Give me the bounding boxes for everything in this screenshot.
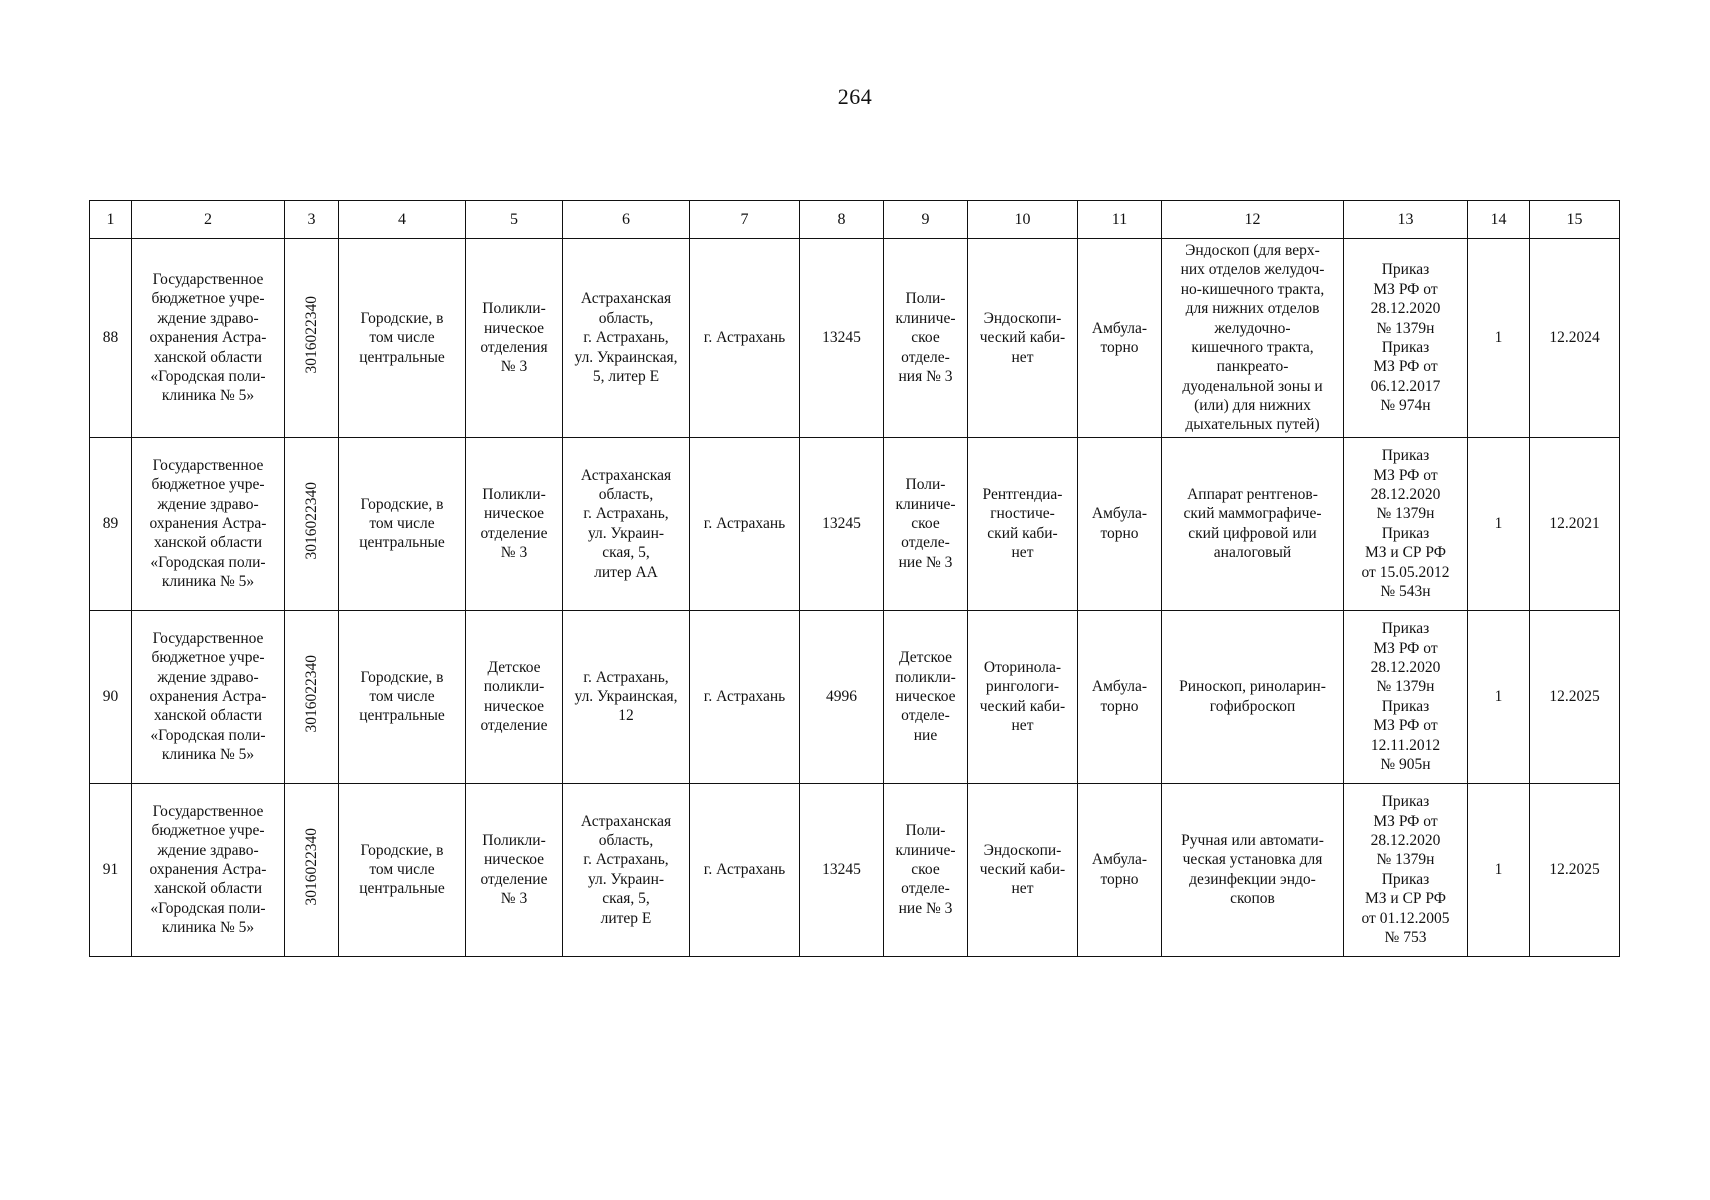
code: 4996 bbox=[800, 610, 884, 783]
row-number: 89 bbox=[90, 437, 132, 610]
column-header: 15 bbox=[1530, 201, 1620, 239]
quantity: 1 bbox=[1468, 239, 1530, 438]
equipment: Аппарат рентгенов- ский маммографиче- ский цифровой или аналоговый bbox=[1162, 437, 1344, 610]
inn-value: 3016022340 bbox=[302, 296, 320, 374]
equipment-registry-table bbox=[89, 200, 1620, 957]
quantity: 1 bbox=[1468, 783, 1530, 956]
order-reference: Приказ МЗ РФ от 28.12.2020 № 1379н Приказ МЗ и СР РФ от 01.12.2005 № 753 bbox=[1344, 783, 1468, 956]
table-row bbox=[90, 783, 1620, 956]
date: 12.2025 bbox=[1530, 610, 1620, 783]
department: Поли- клиниче- ское отделе- ние № 3 bbox=[884, 437, 968, 610]
column-number-row bbox=[90, 201, 1620, 239]
code: 13245 bbox=[800, 783, 884, 956]
row-number: 90 bbox=[90, 610, 132, 783]
table-row bbox=[90, 239, 1620, 438]
settlement-type: Городские, в том числе центральные bbox=[339, 239, 466, 438]
column-header: 11 bbox=[1078, 201, 1162, 239]
department: Поли- клиниче- ское отделе- ния № 3 bbox=[884, 239, 968, 438]
quantity: 1 bbox=[1468, 610, 1530, 783]
column-header: 5 bbox=[466, 201, 563, 239]
department: Детское поликли- ническое отделе- ние bbox=[884, 610, 968, 783]
equipment: Риноскоп, риноларин- гофиброскоп bbox=[1162, 610, 1344, 783]
row-number: 91 bbox=[90, 783, 132, 956]
care-mode: Амбула- торно bbox=[1078, 437, 1162, 610]
address: Астраханская область, г. Астрахань, ул. Украин- ская, 5, литер АА bbox=[563, 437, 690, 610]
code: 13245 bbox=[800, 437, 884, 610]
subdivision: Детское поликли- ническое отделение bbox=[466, 610, 563, 783]
inn-value: 3016022340 bbox=[302, 828, 320, 906]
inn-cell bbox=[285, 610, 339, 783]
organization-name: Государственное бюджетное учре- ждение здраво- охранения Астра- ханской области «Городская поли- клиника № 5» bbox=[132, 610, 285, 783]
date: 12.2024 bbox=[1530, 239, 1620, 438]
column-header: 14 bbox=[1468, 201, 1530, 239]
equipment: Эндоскоп (для верх- них отделов желудоч- но-кишечного тракта, для нижних отделов желудочно- кишечного тракта, панкреато- дуоденальной зоны и (или) для нижних дыхательных путей) bbox=[1162, 239, 1344, 438]
order-reference: Приказ МЗ РФ от 28.12.2020 № 1379н Приказ МЗ РФ от 06.12.2017 № 974н bbox=[1344, 239, 1468, 438]
column-header: 9 bbox=[884, 201, 968, 239]
quantity: 1 bbox=[1468, 437, 1530, 610]
date: 12.2025 bbox=[1530, 783, 1620, 956]
subdivision: Поликли- ническое отделения № 3 bbox=[466, 239, 563, 438]
column-header: 8 bbox=[800, 201, 884, 239]
equipment: Ручная или автомати- ческая установка для дезинфекции эндо- скопов bbox=[1162, 783, 1344, 956]
room: Эндоскопи- ческий каби- нет bbox=[968, 239, 1078, 438]
inn-cell bbox=[285, 239, 339, 438]
address: Астраханская область, г. Астрахань, ул. Украин- ская, 5, литер Е bbox=[563, 783, 690, 956]
room: Оторинола- рингологи- ческий каби- нет bbox=[968, 610, 1078, 783]
column-header: 2 bbox=[132, 201, 285, 239]
city: г. Астрахань bbox=[690, 783, 800, 956]
date: 12.2021 bbox=[1530, 437, 1620, 610]
room: Эндоскопи- ческий каби- нет bbox=[968, 783, 1078, 956]
column-header: 1 bbox=[90, 201, 132, 239]
settlement-type: Городские, в том числе центральные bbox=[339, 610, 466, 783]
city: г. Астрахань bbox=[690, 239, 800, 438]
column-header: 10 bbox=[968, 201, 1078, 239]
column-header: 7 bbox=[690, 201, 800, 239]
care-mode: Амбула- торно bbox=[1078, 783, 1162, 956]
order-reference: Приказ МЗ РФ от 28.12.2020 № 1379н Приказ МЗ РФ от 12.11.2012 № 905н bbox=[1344, 610, 1468, 783]
city: г. Астрахань bbox=[690, 610, 800, 783]
address: г. Астрахань, ул. Украинская, 12 bbox=[563, 610, 690, 783]
table-row bbox=[90, 437, 1620, 610]
organization-name: Государственное бюджетное учре- ждение здраво- охранения Астра- ханской области «Городская поли- клиника № 5» bbox=[132, 783, 285, 956]
room: Рентгендиа- гностиче- ский каби- нет bbox=[968, 437, 1078, 610]
address: Астраханская область, г. Астрахань, ул. Украинская, 5, литер Е bbox=[563, 239, 690, 438]
column-header: 4 bbox=[339, 201, 466, 239]
settlement-type: Городские, в том числе центральные bbox=[339, 437, 466, 610]
column-header: 12 bbox=[1162, 201, 1344, 239]
city: г. Астрахань bbox=[690, 437, 800, 610]
inn-value: 3016022340 bbox=[302, 482, 320, 560]
inn-value: 3016022340 bbox=[302, 655, 320, 733]
settlement-type: Городские, в том числе центральные bbox=[339, 783, 466, 956]
table-row bbox=[90, 610, 1620, 783]
care-mode: Амбула- торно bbox=[1078, 610, 1162, 783]
column-header: 13 bbox=[1344, 201, 1468, 239]
care-mode: Амбула- торно bbox=[1078, 239, 1162, 438]
code: 13245 bbox=[800, 239, 884, 438]
organization-name: Государственное бюджетное учре- ждение здраво- охранения Астра- ханской области «Городская поли- клиника № 5» bbox=[132, 239, 285, 438]
inn-cell bbox=[285, 437, 339, 610]
column-header: 6 bbox=[563, 201, 690, 239]
page-number: 264 bbox=[837, 84, 873, 109]
order-reference: Приказ МЗ РФ от 28.12.2020 № 1379н Приказ МЗ и СР РФ от 15.05.2012 № 543н bbox=[1344, 437, 1468, 610]
subdivision: Поликли- ническое отделение № 3 bbox=[466, 783, 563, 956]
column-header: 3 bbox=[285, 201, 339, 239]
row-number: 88 bbox=[90, 239, 132, 438]
department: Поли- клиниче- ское отделе- ние № 3 bbox=[884, 783, 968, 956]
inn-cell bbox=[285, 783, 339, 956]
subdivision: Поликли- ническое отделение № 3 bbox=[466, 437, 563, 610]
organization-name: Государственное бюджетное учре- ждение здраво- охранения Астра- ханской области «Городская поли- клиника № 5» bbox=[132, 437, 285, 610]
